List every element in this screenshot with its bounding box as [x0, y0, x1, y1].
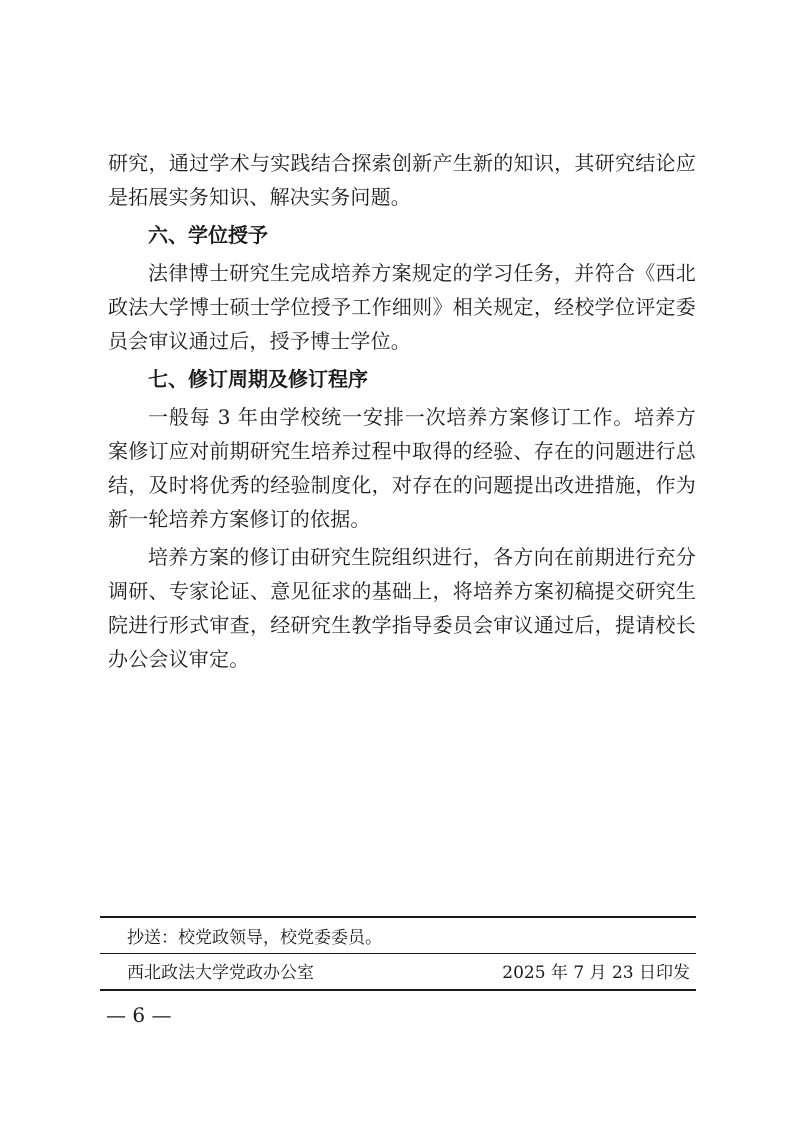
- print-date: 2025 年 7 月 23 日印发: [502, 963, 690, 983]
- footer-middle-rule: [100, 953, 696, 954]
- footer-top-rule: [100, 916, 696, 918]
- section-heading-degree: 六、学位授予: [148, 223, 268, 247]
- cc-line: 抄送：校党政领导，校党委委员。: [127, 928, 382, 948]
- document-body: [108, 146, 696, 676]
- paragraph-continuation: 研究，通过学术与实践结合探索创新产生新的知识，其研究结论应是拓展实务知识、解决实务问题。: [108, 151, 696, 209]
- issuing-office: 西北政法大学党政办公室: [127, 963, 314, 983]
- section-heading-revision: 七、修订周期及修订程序: [148, 367, 368, 391]
- page-number: — 6 —: [106, 1003, 172, 1027]
- paragraph-degree: 法律博士研究生完成培养方案规定的学习任务，并符合《西北政法大学博士硕士学位授予工作细则》相关规定，经校学位评定委员会审议通过后，授予博士学位。: [108, 261, 696, 353]
- footer-bottom-rule: [100, 989, 696, 991]
- paragraph-revision-1: 一般每 3 年由学校统一安排一次培养方案修订工作。培养方案修订应对前期研究生培养过程中取得的经验、存在的问题进行总结，及时将优秀的经验制度化，对存在的问题提出改进措施，作为新一轮培养方案修订的依据。: [108, 405, 696, 531]
- paragraph-revision-2: 培养方案的修订由研究生院组织进行，各方向在前期进行充分调研、专家论证、意见征求的基础上，将培养方案初稿提交研究生院进行形式审查，经研究生教学指导委员会审议通过后，提请校长办公会议审定。: [108, 545, 696, 671]
